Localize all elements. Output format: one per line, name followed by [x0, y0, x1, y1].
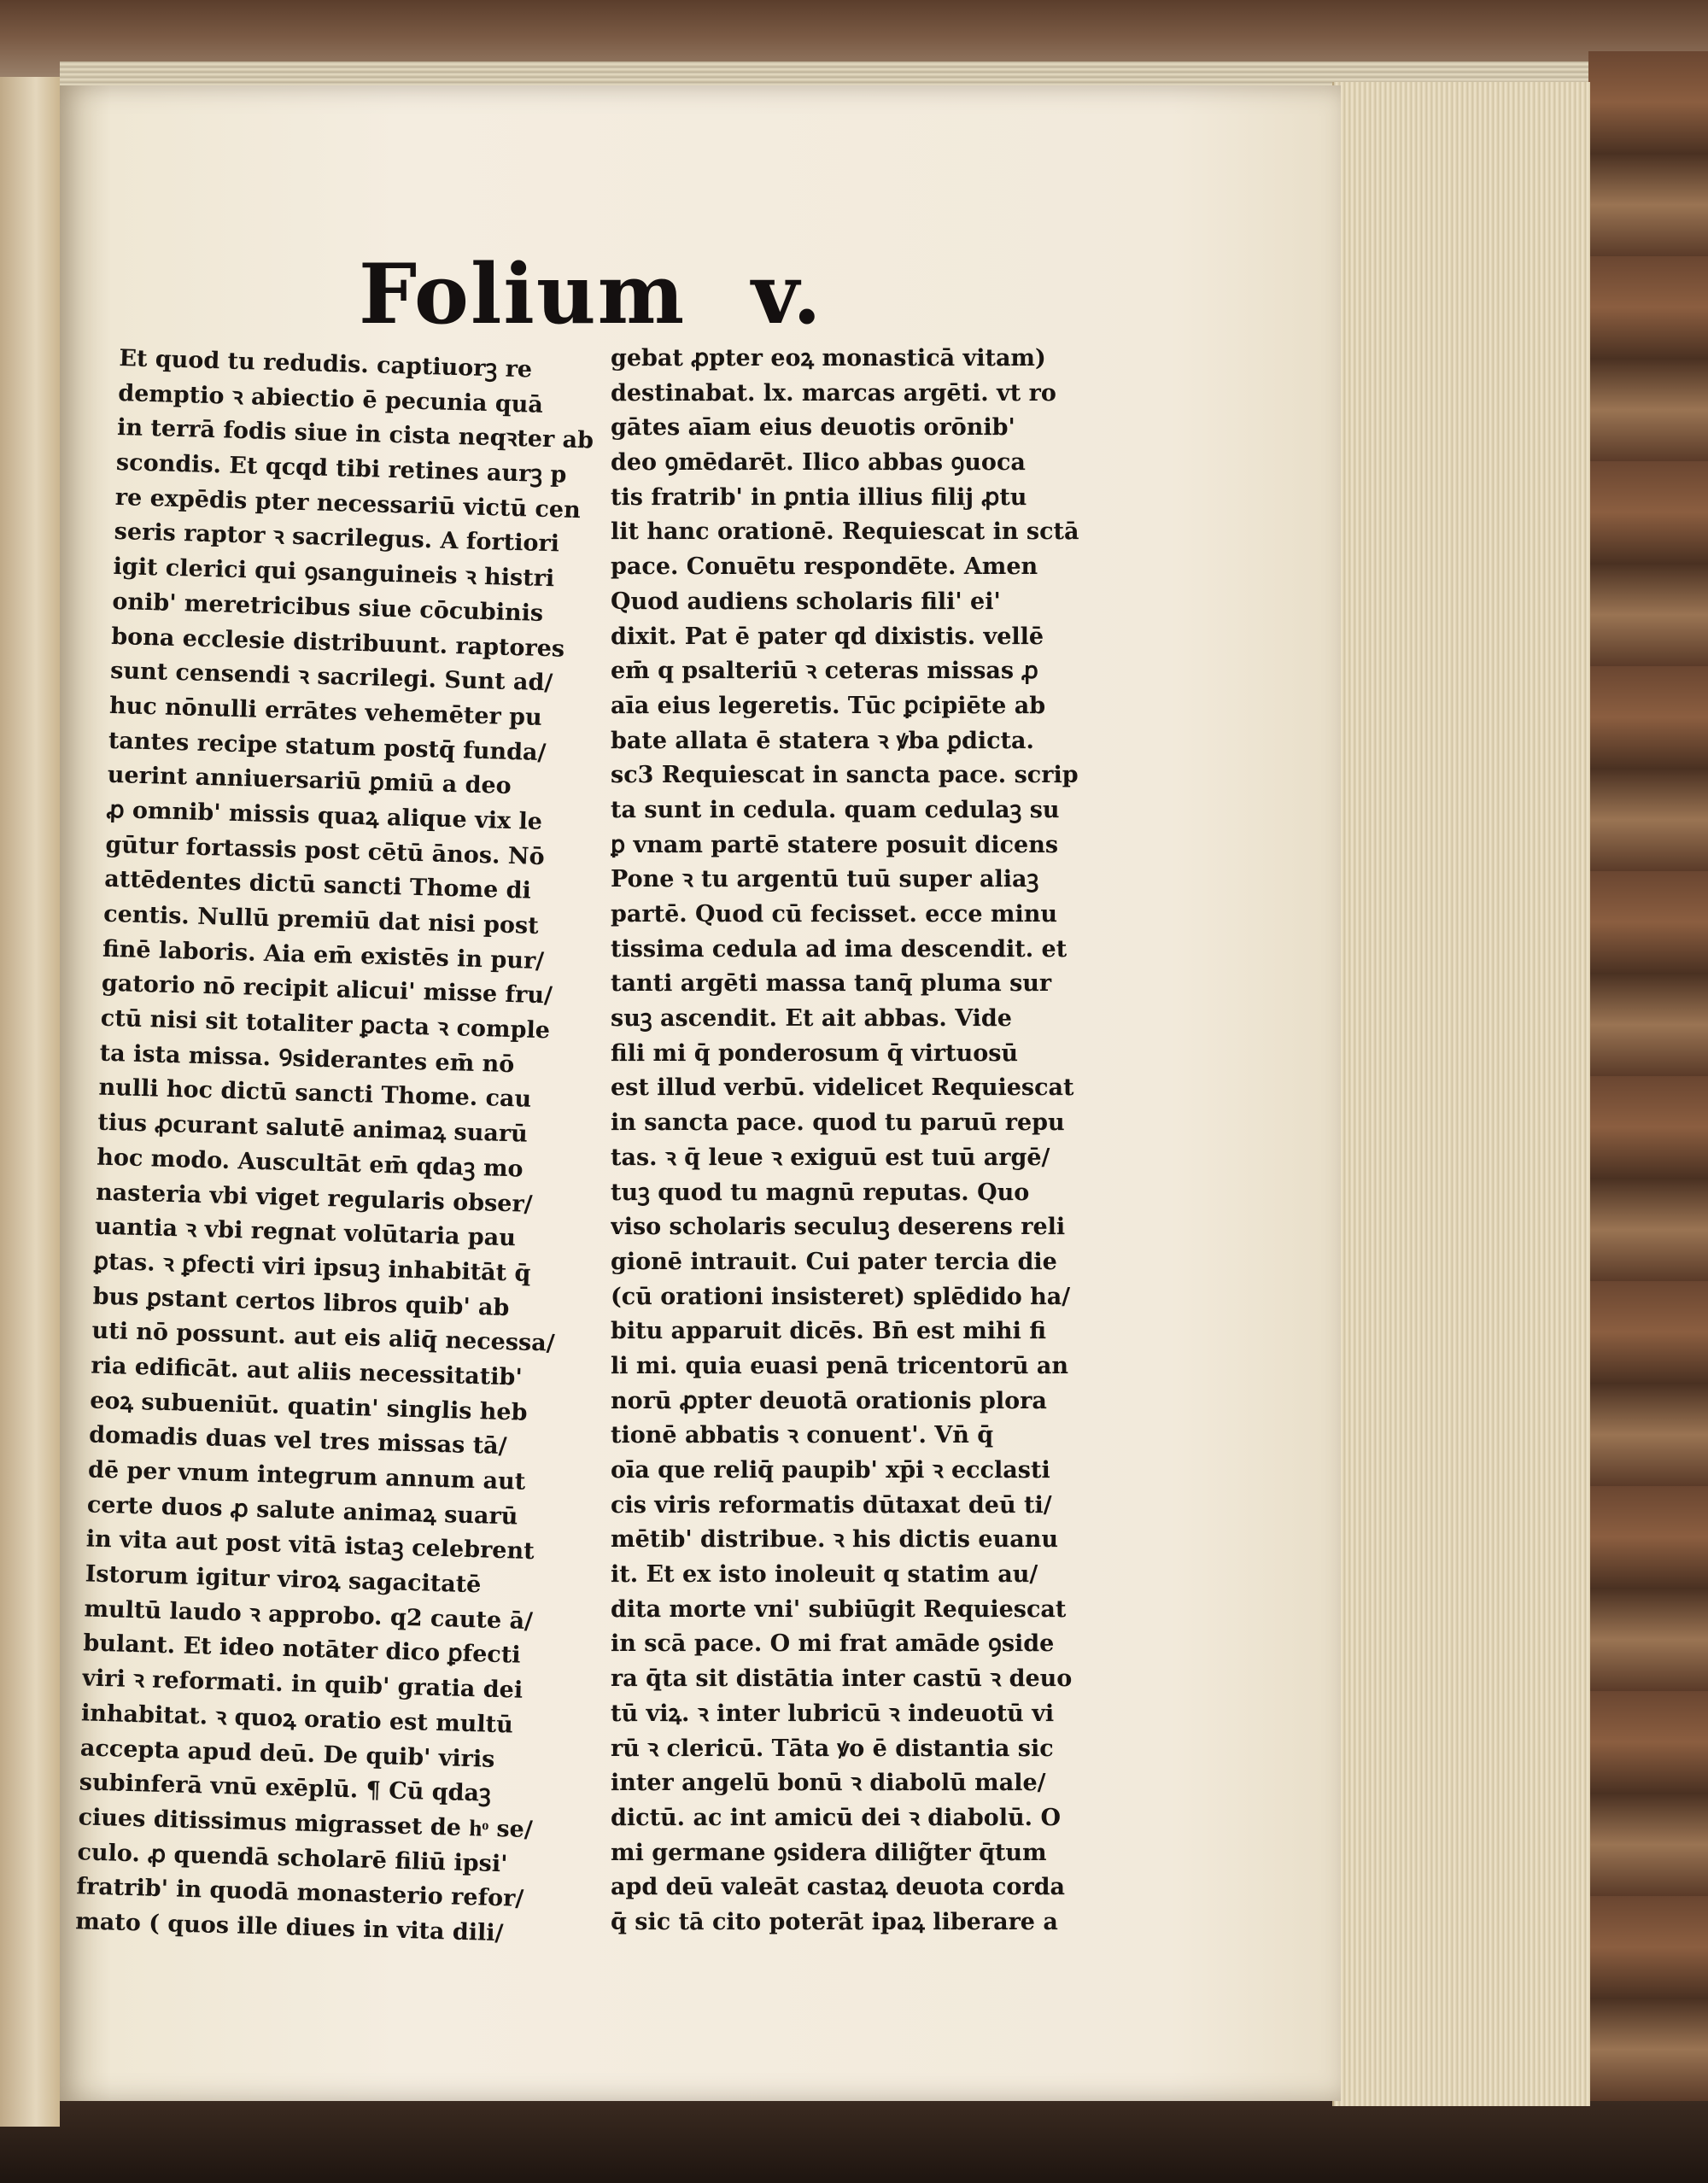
- text-line: Pone ꝛ tu argentū tuū super aliaꝫ: [611, 866, 1039, 893]
- text-line: uti nō possunt. aut eis aliq̄ necessa/: [91, 1317, 555, 1357]
- right-text-column: [611, 342, 1089, 1940]
- folio-numeral: v.: [752, 246, 823, 342]
- text-line: tis fratrib' in ꝑntia illius filij ꝓtu: [611, 483, 1027, 511]
- text-line: tuꝫ quod tu magnū reputas. Quo: [611, 1179, 1030, 1206]
- text-line: gatorio nō recipit alicui' misse fru/: [101, 970, 553, 1010]
- text-line: viso scholaris seculuꝫ deserens reli: [611, 1214, 1066, 1241]
- text-line: tas. ꝛ q̄ leue ꝛ exiguū est tuū argē/: [611, 1144, 1050, 1171]
- text-line: dixit. Pat ē pater qd dixistis. vellē: [611, 623, 1044, 650]
- text-line: in scā pace. O mi frat amāde ꝯside: [611, 1630, 1055, 1658]
- text-line: finē laboris. Aia em̄ existēs in pur/: [102, 935, 545, 974]
- text-line: sc3 Requiescat in sancta pace. scrip: [611, 762, 1079, 789]
- text-line: Quod audiens scholaris fili' ei': [611, 588, 1001, 615]
- text-line: re expēdis pter necessariū victū cen: [114, 483, 582, 524]
- text-line: multū laudo ꝛ approbo. q2 caute ā/: [84, 1595, 534, 1635]
- text-line: tū viꝝ. ꝛ inter lubricū ꝛ indeuotū vi: [611, 1700, 1055, 1727]
- text-line: suꝫ ascendit. Et ait abbas. Vide: [611, 1005, 1012, 1033]
- text-line: partē. Quod cū fecisset. ecce minu: [611, 901, 1058, 928]
- text-line: in vita aut post vitā istaꝫ celebrent: [85, 1525, 535, 1566]
- text-line: norū ꝓpter deuotā orationis plora: [611, 1387, 1047, 1414]
- text-line: fratrib' in quodā monasterio refor/: [76, 1873, 524, 1913]
- folio-word: Folium: [359, 246, 687, 342]
- text-line: bulant. Et ideo notāter dico ꝑfecti: [82, 1630, 521, 1670]
- facing-page-edge: [0, 77, 60, 2127]
- text-line: ta sunt in cedula. quam cedulaꝫ su: [611, 796, 1060, 823]
- text-line: est illud verbū. videlicet Requiescat: [611, 1074, 1074, 1102]
- text-line: gebat ꝓpter eoꝝ monasticā vitam): [611, 345, 1046, 372]
- text-line: (cū orationi insisteret) splēdido ha/: [611, 1283, 1071, 1310]
- text-line: pace. Conuētu respondēte. Amen: [611, 553, 1038, 581]
- text-line: accepta apud deū. De quib' viris: [79, 1734, 495, 1773]
- page-block-fore-edge: [1332, 82, 1590, 2106]
- text-line: oīa que reliq̄ paupib' xp̄i ꝛ ecclasti: [611, 1457, 1050, 1484]
- text-line: ra q̄ta sit distātia inter castū ꝛ deuo: [611, 1665, 1073, 1693]
- left-text-column: [75, 342, 598, 1953]
- text-line: ctū nisi sit totaliter ꝑacta ꝛ comple: [100, 1004, 551, 1045]
- text-line: onib' meretricibus siue cōcubinis: [112, 588, 544, 627]
- text-line: demptio ꝛ abiectio ē pecunia quā: [117, 379, 544, 418]
- text-line: dē per vnum integrum annum aut: [87, 1456, 526, 1495]
- text-line: deo ꝯmēdarēt. Ilico abbas ꝯuoca: [611, 449, 1026, 477]
- text-line: in terrā fodis siue in cista neqꝛter ab: [116, 414, 594, 454]
- text-line: eoꝝ subueniūt. quatin' singlis heb: [89, 1387, 528, 1426]
- text-line: mētib' distribue. ꝛ his dictis euanu: [611, 1526, 1058, 1554]
- text-line: mato ( quos ille diues in vita dili/: [74, 1908, 504, 1947]
- text-line: in sancta pace. quod tu paruū repu: [611, 1109, 1065, 1137]
- binding-right: [1588, 51, 1708, 2183]
- text-line: tanti argēti massa tanq̄ pluma sur: [611, 970, 1052, 998]
- text-line: rū ꝛ clericū. Tāta ꝟo ē distantia sic: [611, 1735, 1054, 1762]
- text-line: ꝑ vnam partē statere posuit dicens: [611, 831, 1059, 858]
- text-line: ta ista missa. Ꝯsiderantes em̄ nō: [99, 1039, 515, 1078]
- text-line: ria edificāt. aut aliis necessitatib': [91, 1352, 524, 1391]
- text-line: centis. Nullū premiū dat nisi post: [102, 900, 540, 939]
- text-line: inhabitat. ꝛ quoꝝ oratio est multū: [80, 1700, 514, 1739]
- text-line: cis viris reformatis dūtaxat deū ti/: [611, 1491, 1052, 1519]
- text-line: tionē abbatis ꝛ conuent'. Vn̄ q̄: [611, 1422, 994, 1449]
- text-line: gionē intrauit. Cui pater tercia die: [611, 1248, 1057, 1275]
- text-line: gātes aīam eius deuotis orōnib': [611, 414, 1015, 442]
- text-line: culo. ꝓ quendā scholarē filiū ipsi': [77, 1838, 508, 1877]
- text-line: sunt censendi ꝛ sacrilegi. Sunt ad/: [109, 658, 553, 697]
- text-line: dita morte vni' subiūgit Requiescat: [611, 1595, 1067, 1623]
- folio-header: [359, 243, 888, 346]
- text-line: fili mi q̄ ponderosum q̄ virtuosū: [611, 1039, 1019, 1067]
- text-line: uantia ꝛ vbi regnat volūtaria pau: [94, 1213, 517, 1252]
- text-line: tissima cedula ad ima descendit. et: [611, 935, 1068, 963]
- text-line: dictū. ac int amicū dei ꝛ diabolū. O: [611, 1804, 1061, 1831]
- text-line: mi germane ꝯsidera dilig̃ter q̄tum: [611, 1839, 1047, 1866]
- text-line: apd deū valeāt castaꝝ deuota corda: [611, 1874, 1065, 1901]
- text-line: nasteria vbi viget regularis obser/: [95, 1179, 533, 1218]
- text-line: bona ecclesie distribuunt. raptores: [110, 623, 565, 663]
- text-line: it. Et ex isto inoleuit q statim au/: [611, 1561, 1038, 1589]
- text-line: huc nōnulli errātes vehemēter pu: [108, 692, 543, 731]
- text-line: uerint anniuersariū ꝑmiū a deo: [107, 762, 512, 800]
- text-line: nulli hoc dictū sancti Thome. cau: [98, 1074, 532, 1114]
- text-line: ciues ditissimus migrasset de hͦ se/: [78, 1804, 534, 1844]
- text-line: Et quod tu redudis. captiuorꝫ re: [119, 344, 533, 383]
- text-line: igit clerici qui ꝯsanguineis ꝛ histri: [113, 553, 555, 593]
- text-line: inter angelū bonū ꝛ diabolū male/: [611, 1770, 1046, 1797]
- text-line: ꝓ omnib' missis quaꝝ alique vix le: [106, 796, 543, 835]
- text-line: subinferā vnū exēplū. ¶ Cū qdaꝫ: [79, 1769, 492, 1807]
- text-line: bitu apparuit dicēs. Bn̄ est mihi fi: [611, 1318, 1046, 1345]
- text-line: attēdentes dictū sancti Thome di: [103, 866, 532, 905]
- text-line: destinabat. lx. marcas argēti. vt ro: [611, 379, 1056, 407]
- text-line: tantes recipe statum postq̄ funda/: [108, 727, 547, 766]
- text-line: tius ꝓcurant salutē animaꝝ suarū: [97, 1109, 529, 1148]
- binding-bottom: [0, 2101, 1708, 2183]
- text-line: Istorum igitur viroꝝ sagacitatē: [85, 1560, 482, 1599]
- text-line: scondis. Et qcqd tibi retines aurꝫ p: [115, 449, 567, 489]
- text-line: bate allata ē statera ꝛ ꝟba ꝑdicta.: [611, 727, 1034, 754]
- text-line: certe duos ꝓ salute animaꝝ suarū: [86, 1491, 518, 1530]
- text-line: ꝑtas. ꝛ ꝑfecti viri ipsuꝫ inhabitāt q̄: [93, 1248, 531, 1287]
- text-line: hoc modo. Auscultāt em̄ qdaꝫ mo: [96, 1144, 524, 1183]
- text-line: lit hanc orationē. Requiescat in sctā: [611, 518, 1079, 546]
- text-line: li mi. quia euasi penā tricentorū an: [611, 1352, 1069, 1379]
- text-line: seris raptor ꝛ sacrilegus. A fortiori: [114, 518, 560, 558]
- text-line: aīa eius legeretis. Tūc ꝑcipiēte ab: [611, 692, 1046, 719]
- text-line: bus ꝑstant certos libros quib' ab: [92, 1283, 510, 1321]
- text-line: em̄ q psalteriū ꝛ ceteras missas ꝓ: [611, 658, 1038, 685]
- text-line: domadis duas vel tres missas tā/: [88, 1421, 507, 1460]
- text-line: viri ꝛ reformati. in quib' gratia dei: [81, 1665, 524, 1704]
- text-line: gūtur fortassis post cētū ānos. Nō: [105, 831, 546, 870]
- text-line: q̄ sic tā cito poterāt ipaꝝ liberare a: [611, 1908, 1058, 1935]
